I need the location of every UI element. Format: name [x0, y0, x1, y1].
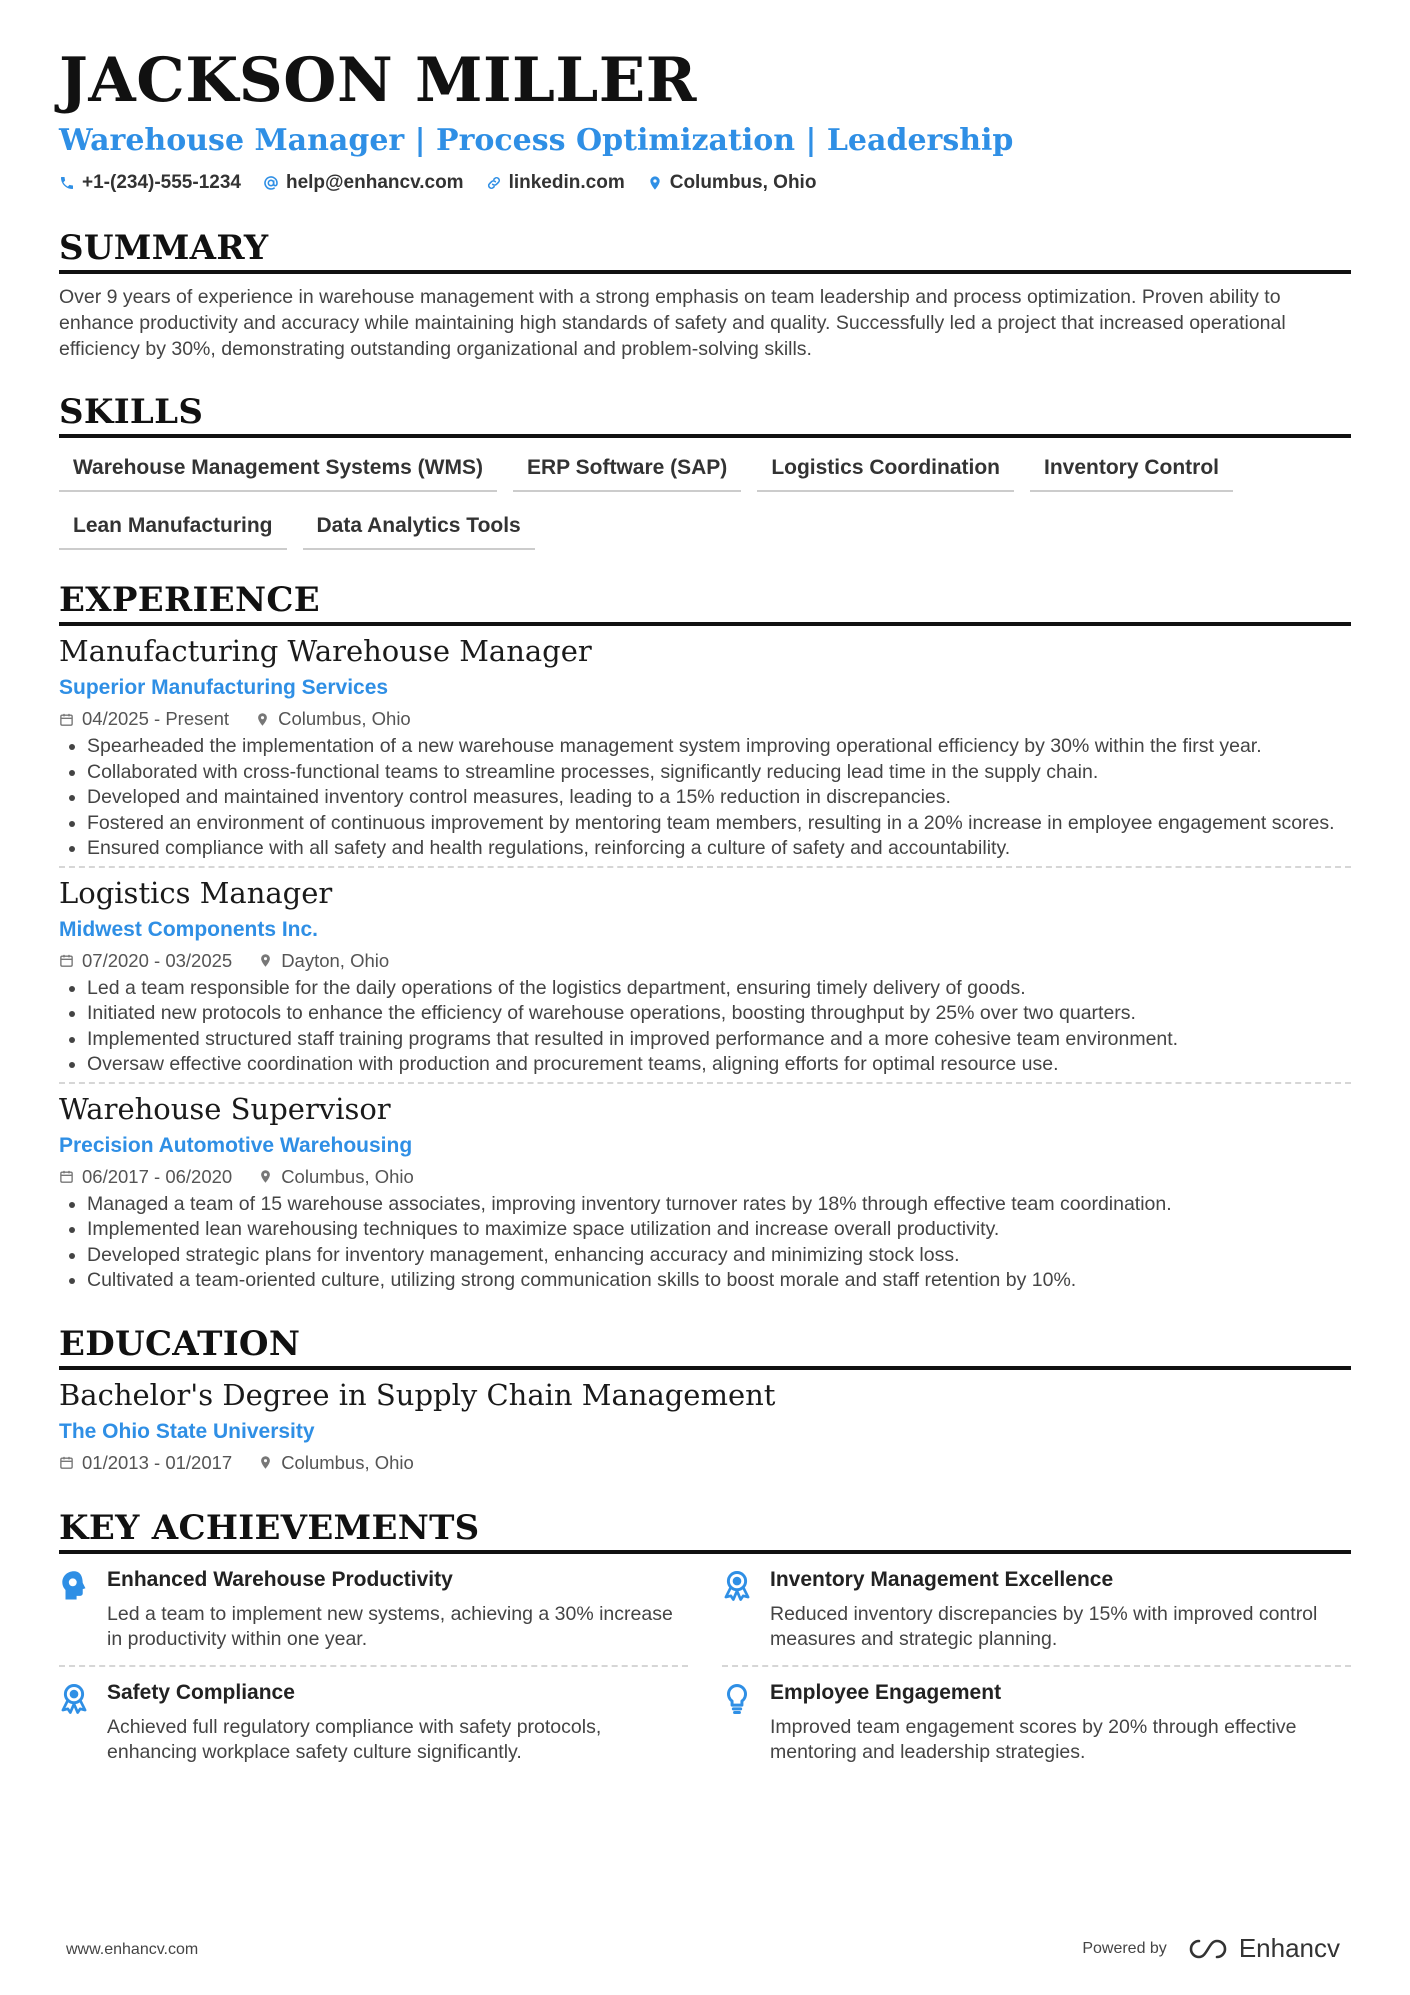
- calendar-icon: [59, 1169, 74, 1184]
- location-pin-icon: [258, 1169, 273, 1184]
- school-name: The Ohio State University: [59, 1419, 315, 1443]
- achievement-title: Enhanced Warehouse Productivity: [107, 1567, 453, 1591]
- bullet-item: • Led a team responsible for the daily operations of the logistics department, ensuring timely delivery of goods.: [87, 976, 1351, 1002]
- award-icon: [722, 1570, 752, 1602]
- achievement-icon-wrap: [59, 1568, 91, 1653]
- summary-section: [59, 228, 1351, 362]
- location-text: Dayton, Ohio: [281, 949, 390, 971]
- experience-section: [59, 580, 1351, 1298]
- summary-title: SUMMARY: [59, 228, 1351, 274]
- powered-by-label: Powered by: [1082, 1939, 1167, 1957]
- education-title: EDUCATION: [59, 1324, 1351, 1370]
- headline: Warehouse Manager | Process Optimization | Leadership: [59, 123, 1014, 158]
- job-meta: [59, 1166, 1351, 1188]
- achievements-grid: [59, 1568, 1351, 1778]
- bullet-item: • Ensured compliance with all safety and health regulations, reinforcing a culture of safety and accountability.: [87, 836, 1351, 862]
- contact-location: [647, 172, 817, 194]
- achievement-item: [59, 1568, 688, 1667]
- achievement-title: Safety Compliance: [107, 1680, 295, 1704]
- job-title: Logistics Manager: [59, 875, 333, 910]
- achievement-desc: Achieved full regulatory compliance with safety protocols, enhancing workplace safety culture significantly.: [107, 1715, 602, 1763]
- job-entry: [59, 1092, 1351, 1298]
- skill-tag: Inventory Control: [1030, 448, 1233, 492]
- education-section: [59, 1324, 1351, 1474]
- education-dates: [59, 1452, 232, 1474]
- job-dates: [59, 708, 229, 730]
- bullet-item: • Cultivated a team-oriented culture, utilizing strong communication skills to boost morale and staff retention by 10%.: [87, 1268, 1351, 1294]
- achievement-desc: Led a team to implement new systems, achieving a 30% increase in productivity within one year.: [107, 1602, 673, 1650]
- job-dates: [59, 950, 232, 972]
- bullet-item: • Collaborated with cross-functional teams to streamline processes, significantly reducing lead time in the supply chain.: [87, 760, 1351, 786]
- achievement-item: [722, 1568, 1351, 1667]
- dates-text: 04/2025 - Present: [82, 708, 230, 729]
- job-location: [258, 1166, 414, 1188]
- location-text: Columbus, Ohio: [669, 172, 817, 193]
- bullet-item: • Spearheaded the implementation of a new warehouse management system improving operational efficiency by 30% within the first year.: [87, 734, 1351, 760]
- contact-email[interactable]: [263, 172, 464, 194]
- achievements-title: KEY ACHIEVEMENTS: [59, 1508, 1351, 1554]
- location-pin-icon: [258, 953, 273, 968]
- dates-text: 06/2017 - 06/2020: [82, 1165, 233, 1187]
- brand-logo[interactable]: [1185, 1933, 1340, 1964]
- company-name: Midwest Components Inc.: [59, 917, 319, 941]
- skills-title: SKILLS: [59, 392, 1351, 438]
- experience-title: EXPERIENCE: [59, 580, 1351, 626]
- achievement-icon-wrap: [722, 1568, 754, 1653]
- head-icon: [59, 1570, 89, 1602]
- at-icon: [263, 175, 279, 191]
- footer-website[interactable]: www.enhancv.com: [66, 1941, 199, 1958]
- achievement-item: [59, 1681, 688, 1778]
- achievement-desc: Reduced inventory discrepancies by 15% with improved control measures and strategic planning.: [770, 1602, 1318, 1650]
- job-location: [258, 950, 389, 972]
- achievement-desc: Improved team engagement scores by 20% through effective mentoring and leadership strategies.: [770, 1715, 1297, 1763]
- calendar-icon: [59, 712, 74, 727]
- contact-phone[interactable]: [59, 172, 241, 194]
- summary-text: Over 9 years of experience in warehouse management with a strong emphasis on team leadership and process optimization. Proven ability to enhance productivity and accuracy while maintaining high standards of safety and quality. Successfully led a project that increased operational efficiency by 30%, demonstrating outstanding organizational and problem-solving skills.: [59, 286, 1286, 360]
- brand-name: Enhancv: [1238, 1933, 1340, 1963]
- bullet-item: • Oversaw effective coordination with production and procurement teams, aligning efforts for optimal resource use.: [87, 1052, 1351, 1078]
- award-icon: [59, 1683, 89, 1715]
- job-entry: [59, 634, 1351, 868]
- job-bullets: [59, 1192, 1351, 1294]
- bullet-item: • Managed a team of 15 warehouse associates, improving inventory turnover rates by 18% through effective team coordination.: [87, 1192, 1351, 1218]
- job-title: Manufacturing Warehouse Manager: [59, 634, 592, 668]
- job-title: Warehouse Supervisor: [59, 1091, 391, 1126]
- achievement-item: [722, 1681, 1351, 1778]
- page-footer: [0, 1919, 1410, 1995]
- bullet-item: • Implemented lean warehousing techniques to maximize space utilization and increase overall productivity.: [87, 1217, 1351, 1243]
- contact-linkedin[interactable]: [486, 172, 625, 194]
- job-meta: [59, 708, 1351, 730]
- degree-title: Bachelor's Degree in Supply Chain Management: [59, 1377, 776, 1412]
- footer-branding: [1082, 1933, 1340, 1964]
- skill-tag: Logistics Coordination: [757, 448, 1014, 492]
- calendar-icon: [59, 953, 74, 968]
- lightbulb-icon: [722, 1683, 752, 1715]
- achievements-section: [59, 1508, 1351, 1778]
- calendar-icon: [59, 1455, 74, 1470]
- phone-icon: [59, 175, 75, 191]
- bullet-item: • Developed and maintained inventory control measures, leading to a 15% reduction in discrepancies.: [87, 785, 1351, 811]
- location-pin-icon: [258, 1455, 273, 1470]
- bullet-item: • Developed strategic plans for inventory management, enhancing accuracy and minimizing stock loss.: [87, 1243, 1351, 1269]
- dates-text: 01/2013 - 01/2017: [82, 1451, 233, 1473]
- skill-tag: Lean Manufacturing: [59, 506, 287, 550]
- contact-bar: [59, 172, 1351, 194]
- location-text: Columbus, Ohio: [278, 708, 411, 729]
- achievement-icon-wrap: [59, 1681, 91, 1766]
- job-location: [255, 708, 411, 730]
- email-text: help@enhancv.com: [285, 172, 464, 193]
- company-name: Superior Manufacturing Services: [59, 676, 389, 699]
- achievement-icon-wrap: [722, 1681, 754, 1766]
- bullet-item: • Fostered an environment of continuous improvement by mentoring team members, resulting in a 20% increase in employee engagement scores.: [87, 811, 1351, 837]
- skills-section: [59, 392, 1351, 564]
- location-pin-icon: [647, 175, 663, 191]
- location-text: Columbus, Ohio: [281, 1165, 414, 1187]
- skills-list: [59, 448, 1351, 564]
- achievement-title: Inventory Management Excellence: [770, 1567, 1114, 1591]
- linkedin-text: linkedin.com: [508, 172, 625, 193]
- skill-tag: ERP Software (SAP): [513, 448, 741, 492]
- education-location: [258, 1452, 414, 1474]
- job-bullets: [59, 976, 1351, 1078]
- bullet-item: • Implemented structured staff training programs that resulted in improved performance and a more cohesive team environment.: [87, 1027, 1351, 1053]
- location-text: Columbus, Ohio: [281, 1451, 414, 1473]
- job-meta: [59, 950, 1351, 972]
- company-name: Precision Automotive Warehousing: [59, 1133, 413, 1157]
- candidate-name: JACKSON MILLER: [59, 45, 697, 116]
- bullet-item: • Initiated new protocols to enhance the efficiency of warehouse operations, boosting throughput by 25% over two quarters.: [87, 1001, 1351, 1027]
- skill-tag: Data Analytics Tools: [303, 506, 535, 550]
- dates-text: 07/2020 - 03/2025: [82, 949, 233, 971]
- link-icon: [486, 175, 502, 191]
- job-entry: [59, 876, 1351, 1084]
- phone-text: +1-(234)-555-1234: [82, 172, 241, 193]
- location-pin-icon: [255, 712, 270, 727]
- job-bullets: [59, 734, 1351, 862]
- job-dates: [59, 1166, 232, 1188]
- achievement-title: Employee Engagement: [770, 1680, 1002, 1704]
- skill-tag: Warehouse Management Systems (WMS): [59, 448, 497, 492]
- education-meta: [59, 1452, 1351, 1474]
- enhancv-logo-icon: [1185, 1937, 1231, 1961]
